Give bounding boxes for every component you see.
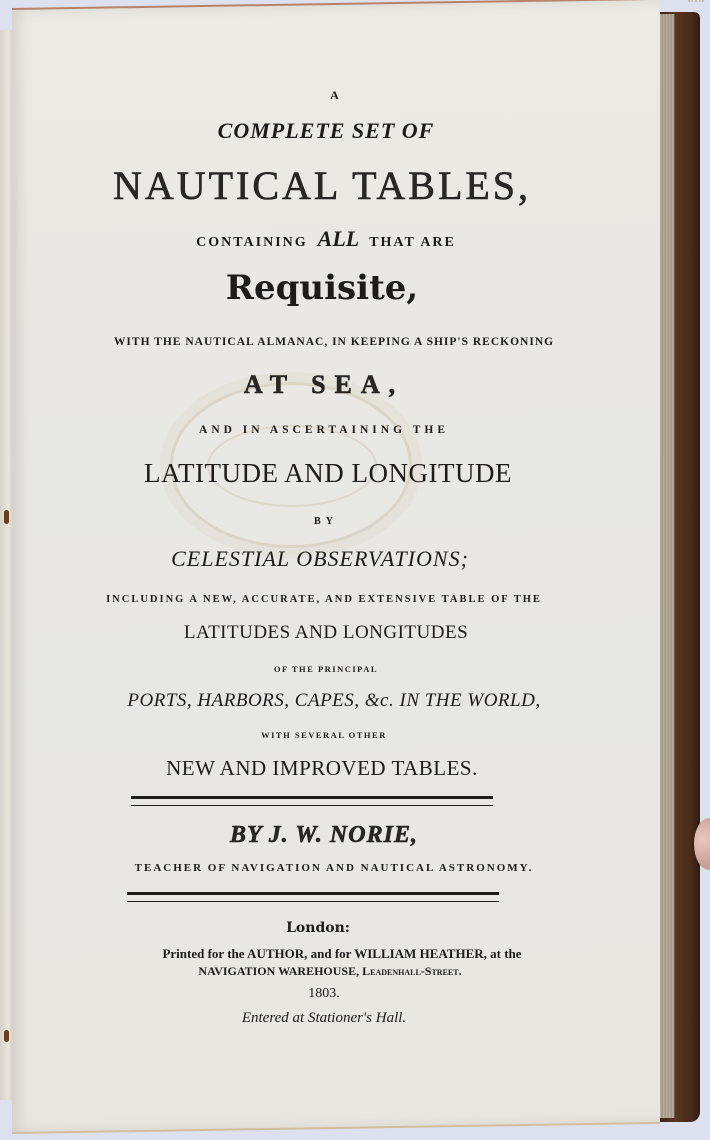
at-sea-heading: AT SEA, [243,370,405,399]
title-subtitle: COMPLETE SET OF [217,118,435,143]
main-title: NAUTICAL TABLES, [112,163,532,208]
with-several-line: WITH SEVERAL OTHER [261,730,387,740]
new-improved-heading: NEW AND IMPROVED TABLES. [166,756,478,780]
by-line: BY [314,516,338,527]
foxing-spot [4,1030,9,1042]
requisite-heading: Requisite, [225,268,419,308]
double-rule-top [131,796,493,806]
ascertaining-line: AND IN ASCERTAINING THE [199,424,449,436]
imprint-entered: Entered at Stationer's Hall. [241,1010,407,1026]
containing-emphasis: ALL [317,226,360,251]
of-principal-line: OF THE PRINCIPAL [273,664,379,674]
imprint-year: 1803. [308,986,340,1001]
title-page-content [12,10,660,1132]
double-rule-bottom [127,892,499,902]
almanac-line: WITH THE NAUTICAL ALMANAC, IN KEEPING A SHIP'S RECKONING [113,336,555,348]
celestial-heading: CELESTIAL OBSERVATIONS; [171,546,469,571]
latitudes-longitudes-heading: LATITUDES AND LONGITUDES [183,622,469,643]
ports-heading: PORTS, HARBORS, CAPES, &c. IN THE WORLD, [127,690,541,711]
author-byline: BY J. W. NORIE, [230,822,418,848]
imprint-warehouse: NAVIGATION WAREHOUSE, Leadenhall-Street. [198,964,462,978]
latitude-longitude-heading: LATITUDE AND LONGITUDE [144,458,512,488]
title-article: A [330,88,342,102]
containing-text: CONTAINING [196,235,308,250]
author-description: TEACHER OF NAVIGATION AND NAUTICAL ASTRONOMY. [134,862,534,874]
title-page [12,0,660,1134]
containing-line [2,226,650,252]
imprint-printed-for: Printed for the AUTHOR, and for WILLIAM HEATHER, at the [162,946,522,961]
imprint-place: London: [286,920,350,936]
containing-rest: THAT ARE [369,235,456,250]
including-line: INCLUDING A NEW, ACCURATE, AND EXTENSIVE TABLE OF THE [106,594,542,605]
